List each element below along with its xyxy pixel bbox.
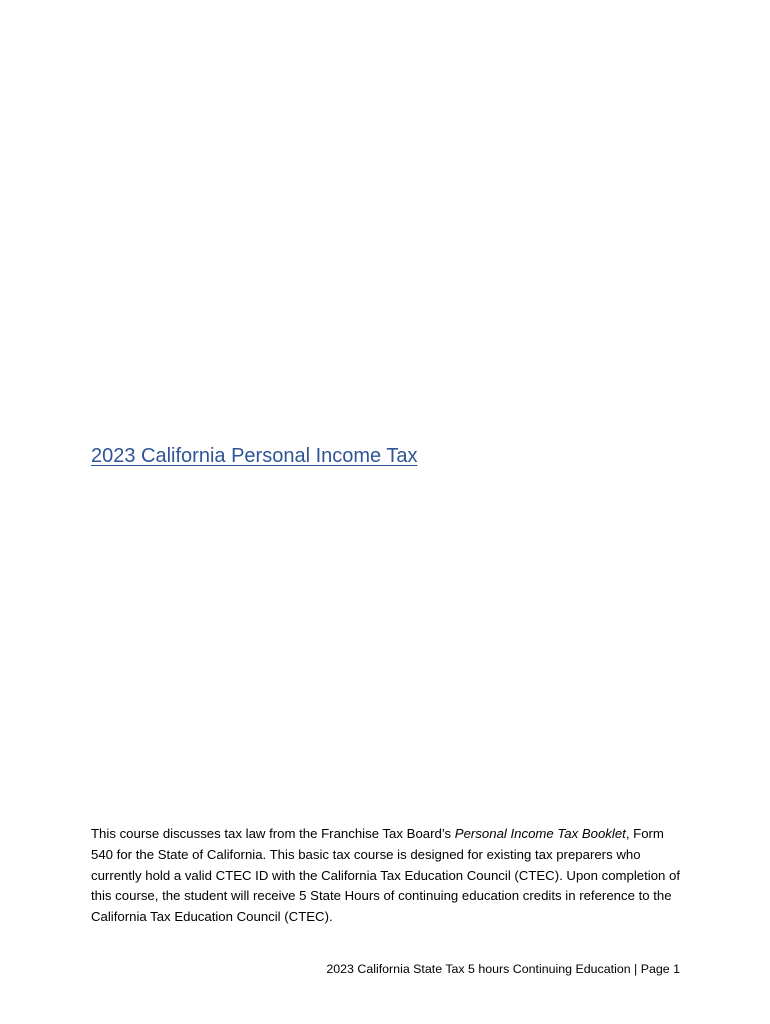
page-number: Page 1 xyxy=(640,962,680,976)
footer-text: 2023 California State Tax 5 hours Continuing Education xyxy=(326,962,631,976)
course-description xyxy=(91,824,689,928)
description-text-part2: , Form 540 for the State of California. This basic tax course is designed for existing tax preparers who currently hold a valid CTEC ID with the California Tax Education Council (CTEC). Upon completion of this course, the student will receive 5 State Hours of continuing education credits in reference to the California Tax Education Council (CTEC). xyxy=(91,826,681,925)
booklet-title: Personal Income Tax Booklet xyxy=(454,826,626,841)
footer-separator: | xyxy=(630,962,641,976)
description-text-part1: This course discusses tax law from the Franchise Tax Board’s xyxy=(91,826,455,841)
document-title-link[interactable]: 2023 California Personal Income Tax xyxy=(91,445,418,467)
page-footer xyxy=(326,960,680,978)
